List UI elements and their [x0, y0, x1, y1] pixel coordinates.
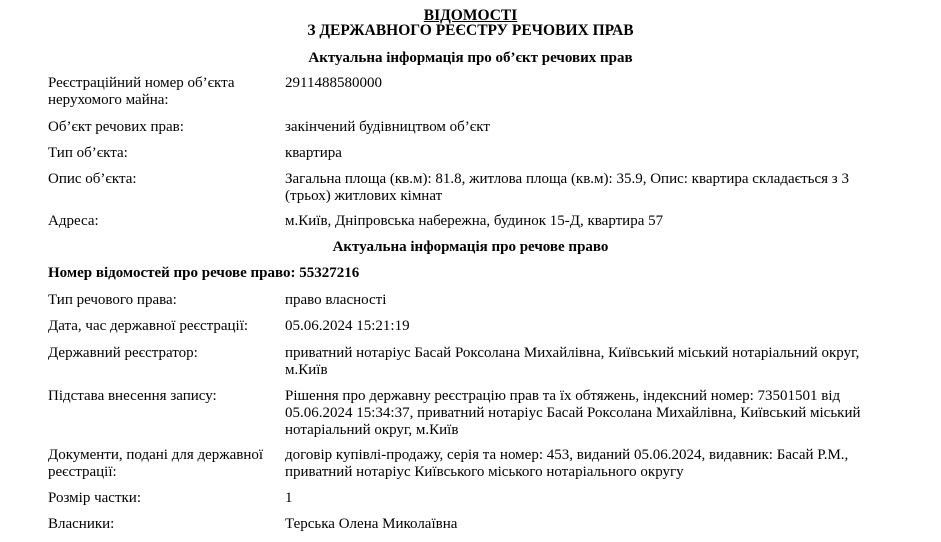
field-value: закінчений будівництвом об’єкт [285, 119, 490, 135]
rights-section-heading: Актуальна інформація про речове право [332, 239, 609, 255]
field-value: Загальна площа (кв.м): 81.8, житлова площа (кв.м): 35.9, Опис: квартира складається з 3 (трьох) житлових кімнат [285, 171, 849, 204]
field-label: Розмір частки: [48, 490, 141, 506]
field-value: право власності [285, 292, 387, 308]
field-value: договір купівлі-продажу, серія та номер: 453, виданий 05.06.2024, видавник: Басай Р.М., приватний нотаріус Київського міського нотаріального округу [285, 447, 849, 480]
field-value: приватний нотаріус Басай Роксолана Михайлівна, Київський міський нотаріальний округ, м.Київ [285, 345, 860, 378]
field-value: Рішення про державну реєстрацію прав та їх обтяжень, індексний номер: 73501501 від 05.06.2024 15:34:37, приватний нотаріус Басай Роксолана Михайлівна, Київський міський нотаріальний округ, м.Київ [285, 388, 861, 438]
field-label: Реєстраційний номер об’єкта нерухомого майна: [48, 75, 235, 108]
field-label: Державний реєстратор: [48, 345, 198, 361]
field-label: Документи, подані для державної реєстрації: [48, 447, 264, 480]
field-value: Терська Олена Миколаївна [285, 516, 458, 532]
field-value: 05.06.2024 15:21:19 [285, 318, 410, 334]
document-subtitle: З ДЕРЖАВНОГО РЕЄСТРУ РЕЧОВИХ ПРАВ [307, 22, 634, 39]
field-label: Власники: [48, 516, 115, 532]
field-value: квартира [285, 145, 342, 161]
field-label: Підстава внесення запису: [48, 388, 217, 404]
field-label: Об’єкт речових прав: [48, 119, 184, 135]
object-section-heading: Актуальна інформація про об’єкт речових прав [308, 50, 633, 66]
field-label: Тип об’єкта: [48, 145, 128, 161]
field-value: 1 [285, 490, 293, 506]
field-label: Дата, час державної реєстрації: [48, 318, 249, 334]
document-title: ВІДОМОСТІ [423, 7, 518, 24]
field-value: м.Київ, Дніпровська набережна, будинок 15-Д, квартира 57 [285, 213, 664, 229]
rights-record-number: Номер відомостей про речове право: 55327216 [48, 265, 360, 281]
field-label: Тип речового права: [48, 292, 177, 308]
field-label: Опис об’єкта: [48, 171, 137, 187]
field-value: 2911488580000 [285, 75, 382, 91]
field-label: Адреса: [48, 213, 99, 229]
